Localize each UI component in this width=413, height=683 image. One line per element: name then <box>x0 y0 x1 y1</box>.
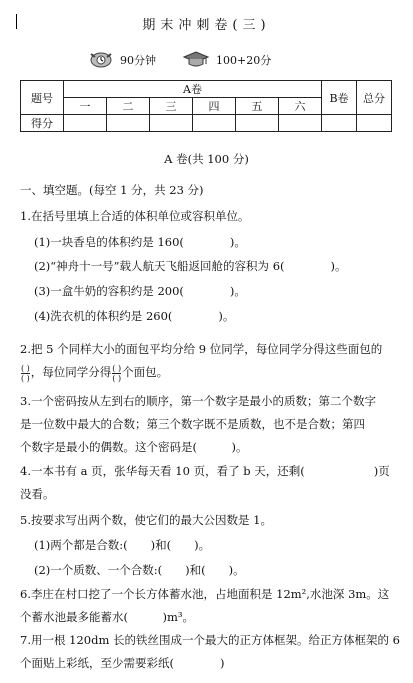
question-3-line: 是一位数中最大的合数；第三个数字既不是质数，也不是合数；第四 <box>20 417 365 431</box>
question-4-line: 4.一本书有 a 页，张华每天看 10 页，看了 b 天，还剩( )页 <box>20 464 390 478</box>
question-6-line: 个蓄水池最多能蓄水( )m³。 <box>20 610 194 624</box>
fraction-blank: $\frac{( )}{( )}$ <box>21 363 30 383</box>
score-cell[interactable] <box>107 115 150 132</box>
question-3-line: 个数字是最小的偶数。这个密码是( )。 <box>20 440 248 454</box>
score-cell[interactable] <box>236 115 279 132</box>
question-7-line: 个面贴上彩纸，至少需要彩纸( ) <box>20 656 225 670</box>
question-2-line1: 2.把 5 个同样大小的面包平均分给 9 位同学，每位同学分得这些面包的 <box>20 342 383 356</box>
score-cell[interactable] <box>322 115 357 132</box>
question-2-line2: $\frac{( )}{( )}$ ，每位同学分得 $\frac{( )}{( )}$ 个面包。 <box>21 363 169 383</box>
question-1-item: (4)洗衣机的体积约是 260( )。 <box>34 309 235 323</box>
question-7-line: 7.用一根 120dm 长的铁丝围成一个最大的正方体框架。给正方体框架的 6 <box>20 633 400 647</box>
column-header: 五 <box>236 98 279 115</box>
score-cell[interactable] <box>357 115 392 132</box>
column-header: 四 <box>193 98 236 115</box>
total-score-label: 100+20分 <box>216 54 272 67</box>
question-1-item: (1)一块香皂的体积约是 160( )。 <box>34 235 246 249</box>
question-5-item: (1)两个都是合数:( )和( )。 <box>34 538 211 552</box>
score-cell[interactable] <box>193 115 236 132</box>
question-3-line: 3.一个密码按从左到右的顺序，第一个数字是最小的质数；第二个数字 <box>20 394 376 408</box>
column-header: 二 <box>107 98 150 115</box>
column-header: 六 <box>279 98 322 115</box>
question-4-line: 没看。 <box>20 487 55 501</box>
volume-b-header: B卷 <box>322 81 357 115</box>
row-label-question: 题号 <box>21 81 64 115</box>
clock-icon <box>88 50 114 71</box>
section-title: A 卷(共 100 分) <box>164 152 249 166</box>
score-cell[interactable] <box>279 115 322 132</box>
part-heading: 一、填空题。(每空 1 分，共 23 分) <box>20 183 204 197</box>
question-5-stem: 5.按要求写出两个数，使它们的最大公因数是 1。 <box>20 513 272 527</box>
question-6-line: 6.李庄在村口挖了一个长方体蓄水池，占地面积是 12m²,水池深 3m。这 <box>20 587 390 601</box>
time-label: 90分钟 <box>120 54 156 67</box>
score-table <box>20 80 392 132</box>
graduation-cap-icon <box>182 50 210 71</box>
question-1-item: (2)“神舟十一号”载人航天飞船返回舱的容积为 6( )。 <box>34 259 347 273</box>
page-title: 期末冲刺卷(三) <box>142 18 271 33</box>
question-1-item: (3)一盒牛奶的容积约是 200( )。 <box>34 284 246 298</box>
column-header: 一 <box>64 98 107 115</box>
question-5-item: (2)一个质数、一个合数:( )和( )。 <box>34 563 245 577</box>
volume-a-header: A卷 <box>64 81 322 98</box>
row-label-score: 得分 <box>21 115 64 132</box>
column-header: 三 <box>150 98 193 115</box>
score-cell[interactable] <box>64 115 107 132</box>
total-header: 总分 <box>357 81 392 115</box>
question-1-stem: 1.在括号里填上合适的体积单位或容积单位。 <box>20 209 250 223</box>
time-score-bar <box>88 50 271 70</box>
score-cell[interactable] <box>150 115 193 132</box>
fraction-blank: $\frac{( )}{( )}$ <box>112 363 122 383</box>
